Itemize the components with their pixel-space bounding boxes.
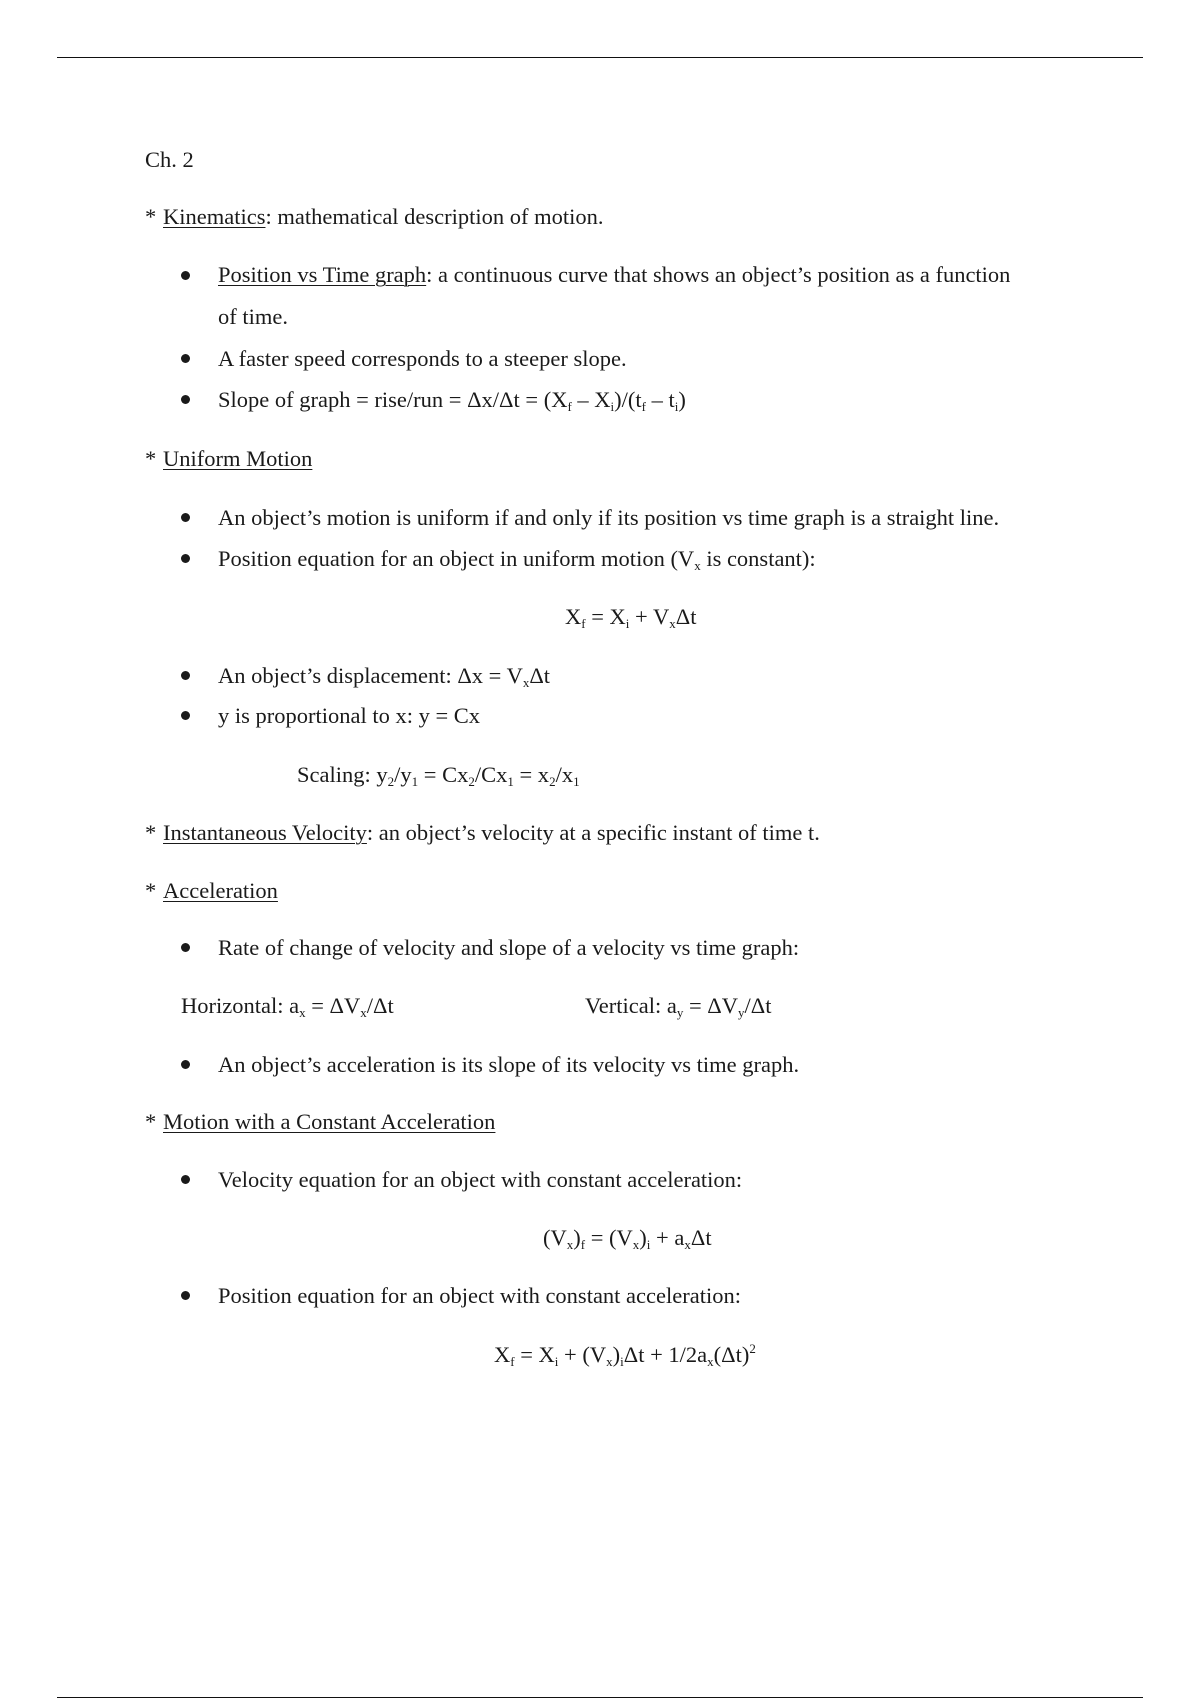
kinematics-bullet-1 (218, 261, 1010, 288)
uniform-bullet-2 (218, 545, 816, 574)
eq-text: ) (612, 1342, 621, 1367)
bullet-icon (181, 1060, 190, 1069)
bullet-icon (181, 554, 190, 563)
bullet-text: Δt (529, 663, 551, 688)
kinematics-bullet-2: A faster speed corresponds to a steeper slope. (218, 346, 627, 371)
eq-text: /Cx (474, 762, 508, 787)
subscript: x (694, 558, 701, 573)
subscript: x (632, 1237, 640, 1252)
subscript: x (299, 1005, 306, 1020)
eq-text: = Cx (418, 762, 469, 787)
eq-text: ) (639, 1225, 647, 1250)
constant-acceleration-bullet-1: Velocity equation for an object with constant acceleration: (218, 1167, 743, 1192)
horizontal-acceleration-equation (181, 992, 394, 1021)
subscript: 1 (573, 774, 580, 789)
slope-text: ) (678, 387, 686, 412)
bullet-icon (181, 395, 190, 404)
bullet-icon (181, 943, 190, 952)
section-marker: * (145, 820, 157, 845)
uniform-motion-heading (145, 445, 312, 472)
subscript: x (606, 1354, 613, 1369)
subscript: x (707, 1354, 714, 1369)
acceleration-heading (145, 877, 278, 904)
section-marker: * (145, 1109, 157, 1134)
eq-text: /Δt (744, 993, 772, 1018)
subscript: 2 (549, 774, 556, 789)
uniform-position-equation (565, 603, 696, 632)
acceleration-bullet-2: An object’s acceleration is its slope of its velocity vs time graph. (218, 1052, 800, 1077)
eq-text: /Δt (366, 993, 394, 1018)
constant-acceleration-bullet-2: Position equation for an object with constant acceleration: (218, 1283, 741, 1308)
bullet-icon (181, 354, 190, 363)
subscript: i (610, 399, 615, 414)
subscript: x (522, 675, 530, 690)
section-marker: * (145, 878, 157, 903)
chapter-heading: Ch. 2 (145, 147, 194, 172)
eq-text: Δt + 1/2a (623, 1342, 708, 1367)
subscript: f (581, 616, 586, 631)
instantaneous-velocity-heading (145, 819, 820, 846)
slope-text: Slope of graph = rise/run = Δx/Δt = (X (218, 387, 568, 412)
eq-text: + (V (558, 1342, 607, 1367)
subscript: f (580, 1237, 586, 1252)
bullet-text: An object’s displacement: Δx = V (218, 663, 523, 688)
bullet-text: is constant): (700, 546, 816, 571)
kinematics-term: Kinematics (163, 204, 266, 229)
kinematics-bullet-1-cont: of time. (218, 304, 288, 329)
bullet-icon (181, 671, 190, 680)
constant-acceleration-heading (145, 1108, 495, 1135)
eq-text: (Δt) (713, 1342, 750, 1367)
instantaneous-velocity-definition: : an object’s velocity at a specific instant of time t. (366, 820, 820, 845)
subscript: i (554, 1354, 559, 1369)
eq-text: /y (394, 762, 412, 787)
eq-text: + V (629, 604, 670, 629)
kinematics-heading (145, 203, 604, 230)
instantaneous-velocity-term: Instantaneous Velocity (163, 820, 367, 845)
eq-text: Δt (675, 604, 697, 629)
subscript: x (669, 616, 676, 631)
kinematics-definition: : mathematical description of motion. (265, 204, 604, 229)
scaling-equation (297, 761, 580, 790)
uniform-bullet-4: y is proportional to x: y = Cx (218, 703, 481, 728)
subscript: f (641, 399, 647, 414)
subscript: f (567, 399, 572, 414)
subscript: i (625, 616, 630, 631)
eq-text: = X (514, 1342, 555, 1367)
uniform-bullet-1: An object’s motion is uniform if and only if its position vs time graph is a straight line. (218, 505, 1000, 530)
subscript: x (566, 1237, 574, 1252)
eq-text: + a (650, 1225, 685, 1250)
subscript: i (674, 399, 679, 414)
bullet-icon (181, 711, 190, 720)
subscript: y (676, 1005, 684, 1020)
position-equation (494, 1341, 756, 1370)
subscript: x (360, 1005, 367, 1020)
subscript: i (646, 1237, 651, 1252)
bottom-rule (57, 1697, 1143, 1698)
position-vs-time-term: Position vs Time graph (218, 262, 427, 287)
eq-text: Scaling: y (297, 762, 388, 787)
eq-text: Horizontal: a (181, 993, 300, 1018)
top-rule (57, 57, 1143, 58)
slope-text: – t (646, 387, 675, 412)
bullet-icon (181, 513, 190, 522)
subscript: i (620, 1354, 624, 1369)
uniform-motion-term: Uniform Motion (163, 446, 313, 471)
section-marker: * (145, 446, 157, 471)
eq-text: X (565, 604, 582, 629)
section-marker: * (145, 204, 157, 229)
bullet-text: Position equation for an object in uniform motion (V (218, 546, 695, 571)
kinematics-bullet-3 (218, 386, 686, 415)
subscript: 1 (411, 774, 419, 789)
uniform-bullet-3 (218, 662, 550, 691)
slope-text: )/(t (614, 387, 642, 412)
velocity-equation (543, 1224, 712, 1253)
vertical-acceleration-equation (585, 992, 771, 1021)
eq-text: Vertical: a (585, 993, 677, 1018)
eq-text: = (V (585, 1225, 633, 1250)
bullet-icon (181, 1175, 190, 1184)
eq-text: ) (573, 1225, 581, 1250)
constant-acceleration-term: Motion with a Constant Acceleration (163, 1109, 496, 1134)
eq-text: = x (513, 762, 550, 787)
acceleration-bullet-1: Rate of change of velocity and slope of a velocity vs time graph: (218, 935, 800, 960)
acceleration-term: Acceleration (163, 878, 278, 903)
subscript: 2 (468, 774, 475, 789)
subscript: 1 (507, 774, 514, 789)
eq-text: = ΔV (305, 993, 361, 1018)
subscript: x (684, 1237, 691, 1252)
bullet-icon (181, 271, 190, 280)
subscript: 2 (387, 774, 395, 789)
eq-text: X (494, 1342, 511, 1367)
position-vs-time-text: : a continuous curve that shows an object’s position as a function (426, 262, 1011, 287)
superscript: 2 (749, 1341, 756, 1356)
bullet-icon (181, 1291, 190, 1300)
eq-text: = ΔV (683, 993, 738, 1018)
eq-text: = X (585, 604, 626, 629)
slope-text: – X (571, 387, 611, 412)
subscript: y (738, 1005, 745, 1020)
subscript: f (510, 1354, 515, 1369)
eq-text: (V (543, 1225, 567, 1250)
eq-text: /x (555, 762, 574, 787)
eq-text: Δt (690, 1225, 712, 1250)
